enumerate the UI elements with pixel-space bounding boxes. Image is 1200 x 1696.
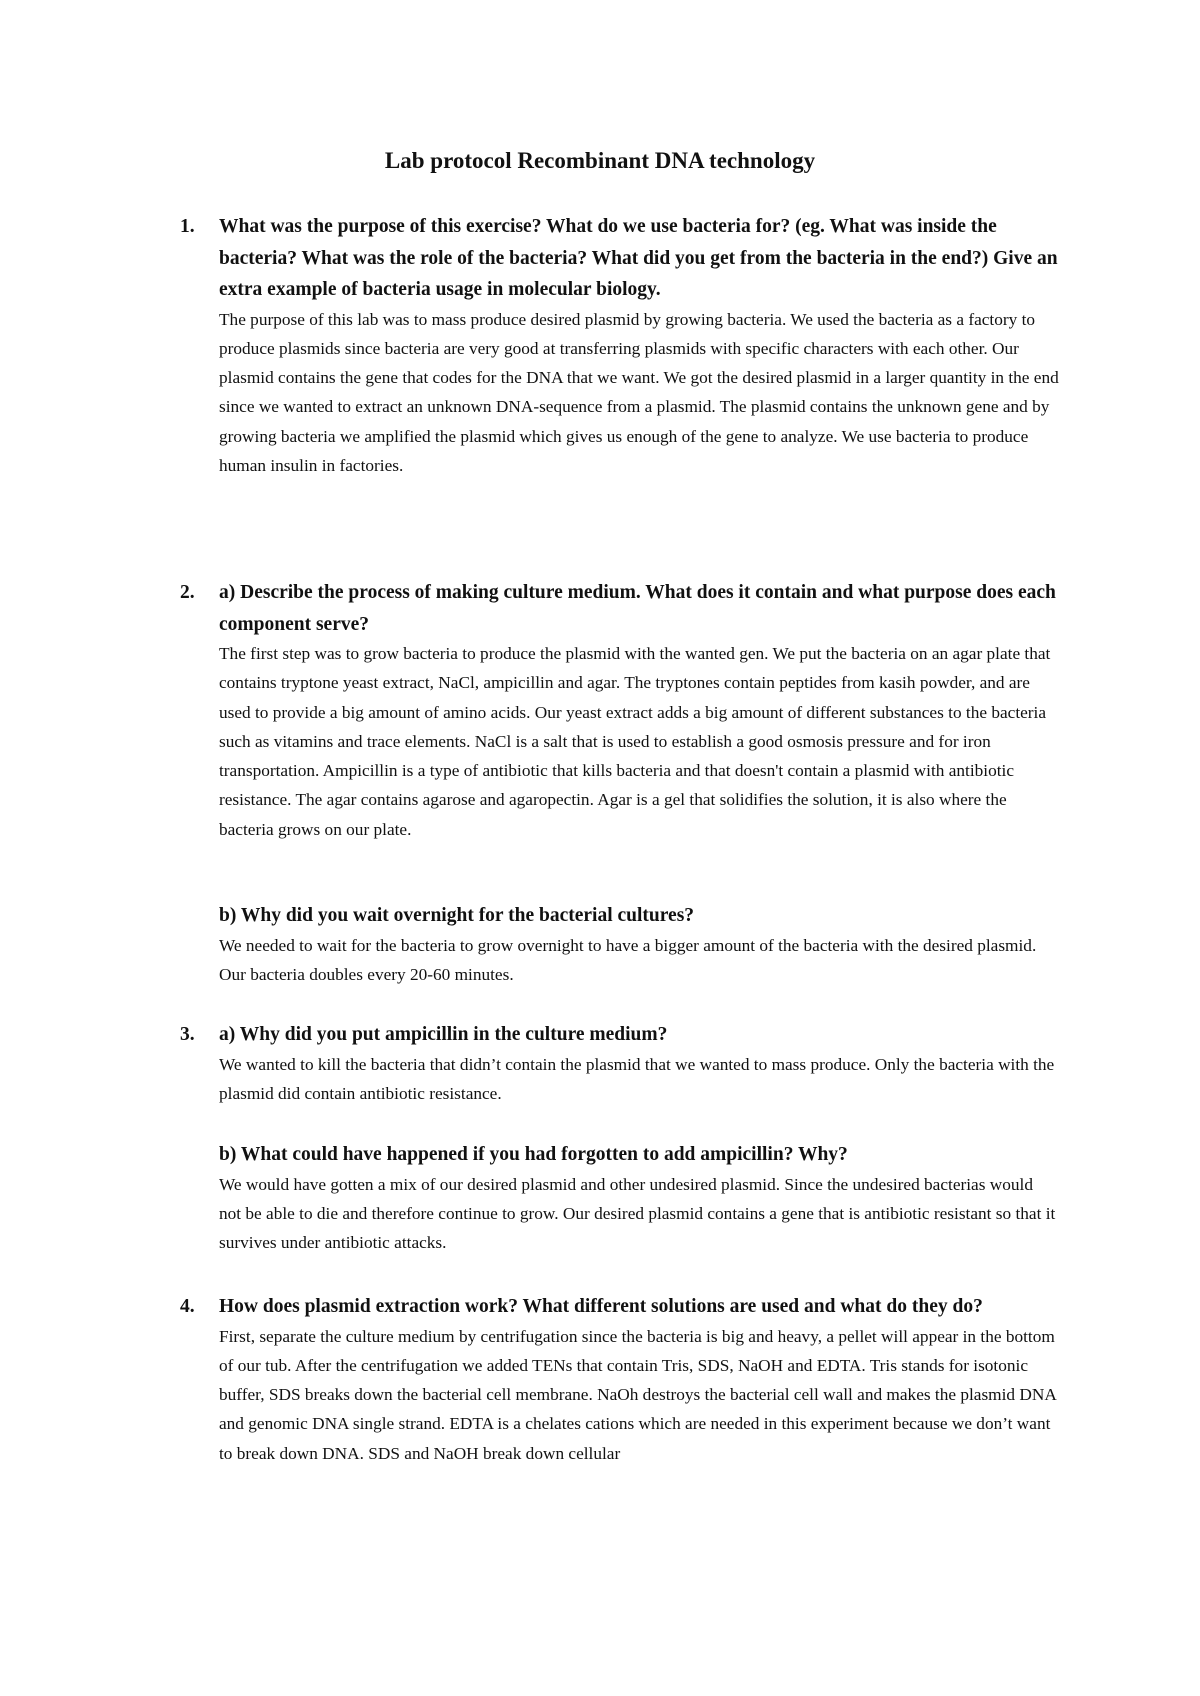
question-3a-answer: We wanted to kill the bacteria that didn’t contain the plasmid that we wanted to mass produce. Only the bacteria with the plasmid did contain antibiotic resistance.: [219, 1054, 1055, 1103]
question-3b-answer: We would have gotten a mix of our desired plasmid and other undesired plasmid. Since the undesired bacterias would not be able to die and therefore continue to grow. Our desired plasmid contains a gene that is antibiotic resistant so that it survives under antibiotic attacks.: [219, 1174, 1056, 1253]
question-3b-text: b) What could have happened if you had forgotten to add ampicillin? Why?: [219, 1144, 848, 1165]
question-4-text: How does plasmid extraction work? What different solutions are used and what do they do?: [219, 1296, 983, 1317]
question-4: [219, 1291, 1059, 1468]
question-1-number: 1.: [180, 216, 195, 237]
question-2b: [219, 900, 1059, 989]
question-2-number: 2.: [180, 582, 195, 603]
question-3a: [219, 1019, 1059, 1108]
question-2b-answer: We needed to wait for the bacteria to grow overnight to have a bigger amount of the bacteria with the desired plasmid. Our bacteria doubles every 20-60 minutes.: [219, 935, 1037, 984]
question-1-text: What was the purpose of this exercise? What do we use bacteria for? (eg. What was inside the bacteria? What was the role of the bacteria? What did you get from the bacteria in the end?) Give an extra example of bacteria usage in molecular biology.: [219, 216, 1058, 300]
question-3b: [219, 1139, 1059, 1257]
question-4-answer: First, separate the culture medium by centrifugation since the bacteria is big and heavy, a pellet will appear in the bottom of our tub. After the centrifugation we added TENs that contain Tris, SDS, NaOH and EDTA. Tris stands for isotonic buffer, SDS breaks down the bacterial cell membrane. NaOh destroys the bacterial cell wall and makes the plasmid DNA and genomic DNA single strand. EDTA is a chelates cations which are needed in this experiment because we don’t want to break down DNA. SDS and NaOH break down cellular: [219, 1326, 1056, 1463]
question-2a-text: a) Describe the process of making culture medium. What does it contain and what purpose does each component serve?: [219, 582, 1056, 635]
question-1: [219, 211, 1059, 480]
question-1-answer: The purpose of this lab was to mass produce desired plasmid by growing bacteria. We used the bacteria as a factory to produce plasmids since bacteria are very good at transferring plasmids with specific characters with each other. Our plasmid contains the gene that codes for the DNA that we want. We got the desired plasmid in a larger quantity in the end since we wanted to extract an unknown DNA-sequence from a plasmid. The plasmid contains the unknown gene and by growing bacteria we amplified the plasmid which gives us enough of the gene to analyze. We use bacteria to produce human insulin in factories.: [219, 309, 1059, 475]
question-2b-text: b) Why did you wait overnight for the bacterial cultures?: [219, 905, 695, 926]
page-title: Lab protocol Recombinant DNA technology: [384, 148, 816, 173]
question-2a-answer: The first step was to grow bacteria to produce the plasmid with the wanted gen. We put the bacteria on an agar plate that contains tryptone yeast extract, NaCl, ampicillin and agar. The tryptones contain peptides from kasih powder, and are used to provide a big amount of amino acids. Our yeast extract adds a big amount of different substances to the bacteria such as vitamins and trace elements. NaCl is a salt that is used to establish a good osmosis pressure and for iron transportation. Ampicillin is a type of antibiotic that kills bacteria and that doesn't contain a plasmid with antibiotic resistance. The agar contains agarose and agaropectin. Agar is a gel that solidifies the solution, it is also where the bacteria grows on our plate.: [219, 644, 1051, 839]
question-2a: [219, 577, 1059, 844]
question-3-number: 3.: [180, 1024, 195, 1045]
question-4-number: 4.: [180, 1296, 195, 1317]
question-3a-text: a) Why did you put ampicillin in the culture medium?: [219, 1024, 668, 1045]
